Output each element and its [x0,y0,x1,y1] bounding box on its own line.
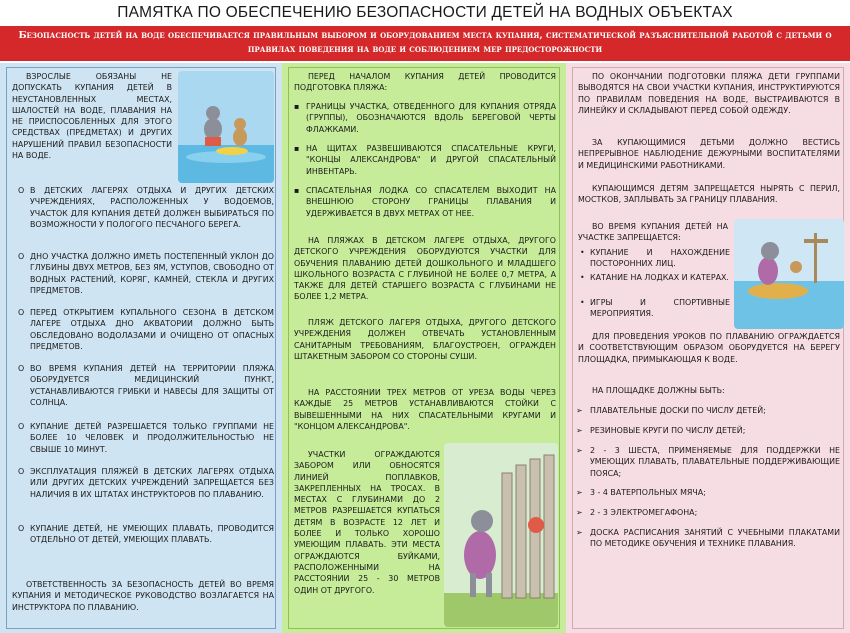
mid-bullet-3: ▪ СПАСАТЕЛЬНАЯ ЛОДКА СО СПАСАТЕЛЕМ ВЫХОДИТ НА ВНЕШНЮЮ СТОРОНУ ГРАНИЦЫ ПЛАВАНИЯ И УДЕРЖИВАЕТСЯ В ДВУХ МЕТРАХ ОТ НЕЕ. [306,185,556,219]
right-paragraph-5: ДЛЯ ПРОВЕДЕНИЯ УРОКОВ ПО ПЛАВАНИЮ ОГРАЖДАЕТСЯ И СООТВЕТСТВУЮЩИМ ОБРАЗОМ ОБОРУДУЕТСЯ НА БЕРЕГУ ПЛОЩАДКА, ПРИМЫКАЮЩАЯ К ВОДЕ. [578,332,840,364]
mid-paragraph-3: ПЛЯЖ ДЕТСКОГО ЛАГЕРЯ ОТДЫХА, ДРУГОГО ДЕТСКОГО УЧРЕЖДЕНИЯ ДОЛЖЕН ОТВЕЧАТЬ УСТАНОВЛЕННЫМ САНИТАРНЫМ ТРЕБОВАНИЯМ, БЛАГОУСТРОЕН, ОГРАЖДЕН ШТАКЕТНЫМ ЗАБОРОМ СО СТОРОНЫ СУШИ. [294,318,556,361]
left-item-3: O ПЕРЕД ОТКРЫТИЕМ КУПАЛЬНОГО СЕЗОНА В ДЕТСКОМ ЛАГЕРЕ ОТДЫХА ДНО АКВАТОРИИ ДОЛЖНО БЫТЬ ОБСЛЕДОВАНО ВОДОЛАЗАМИ И ОЧИЩЕНО ОТ ОПАСНЫХ ПРЕДМЕТОВ. [30,307,274,352]
left-item-7: O КУПАНИЕ ДЕТЕЙ, НЕ УМЕЮЩИХ ПЛАВАТЬ, ПРОВОДИТСЯ ОТДЕЛЬНО ОТ ДЕТЕЙ, УМЕЮЩИХ ПЛАВАТЬ. [30,523,274,546]
forbidden-item-2: • КАТАНИЕ НА ЛОДКАХ И КАТЕРАХ. [590,272,730,283]
right-column [566,63,850,633]
equipment-item-3: ➢ 2 - 3 ШЕСТА, ПРИМЕНЯЕМЫЕ ДЛЯ ПОДДЕРЖКИ НЕ УМЕЮЩИХ ПЛАВАТЬ, ПЛАВАТЕЛЬНЫЕ ПОДДЕРЖИВАЮЩИЕ ПОЯСА; [590,445,840,479]
mid-paragraph-5: УЧАСТКИ ОГРАЖДАЮТСЯ ЗАБОРОМ ИЛИ ОБНОСЯТСЯ ЛИНИЕЙ ПОПЛАВКОВ, ЗАКРЕПЛЕННЫХ НА ТРОСАХ. В МЕСТАХ С ГЛУБИНАМИ ДО 2 МЕТРОВ РАЗРЕШАЕТСЯ КУПАТЬСЯ ДЕТЯМ В ВОЗРАСТЕ 12 ЛЕТ И БОЛЕЕ И ТОЛЬКО ХОРОШО УМЕЮЩИМ ПЛАВАТЬ. ЭТИ МЕСТА ОГРАЖДАЮТСЯ БУЙКАМИ, РАСПОЛОЖЕННЫМИ НА РАССТОЯНИИ 25 - 30 МЕТРОВ ОДИН ОТ ДРУГОГО. [294,450,440,595]
forbidden-item-3: • ИГРЫ И СПОРТИВНЫЕ МЕРОПРИЯТИЯ. [590,297,730,320]
left-item-4: O ВО ВРЕМЯ КУПАНИЯ ДЕТЕЙ НА ТЕРРИТОРИИ ПЛЯЖА ОБОРУДУЕТСЯ МЕДИЦИНСКИЙ ПУНКТ, УСТАНАВЛИВАЮТСЯ ГРИБКИ И НАВЕСЫ ДЛЯ ЗАЩИТЫ ОТ СОЛНЦА. [30,363,274,408]
forbidden-item-1: • КУПАНИЕ И НАХОЖДЕНИЕ ПОСТОРОННИХ ЛИЦ. [590,247,730,270]
equipment-item-4: ➢ 3 - 4 ВАТЕРПОЛЬНЫХ МЯЧА; [590,487,840,498]
wolf-swimming-image [178,71,274,183]
equipment-item-2: ➢ РЕЗИНОВЫЕ КРУГИ ПО ЧИСЛУ ДЕТЕЙ; [590,425,840,436]
right-paragraph-3: КУПАЮЩИМСЯ ДЕТЯМ ЗАПРЕЩАЕТСЯ НЫРЯТЬ С ПЕРИЛ, МОСТКОВ, ЗАПЛЫВАТЬ ЗА ГРАНИЦУ ПЛАВАНИЯ. [578,184,840,205]
left-column [0,63,282,633]
intro-banner: Безопасность детей на воде обеспечивается правильным выбором и оборудованием места купания, систематической разъяснительной работой с детьми о правилах поведения на воде и соблюдением мер предосторожности [0,26,850,61]
right-equipment-heading: НА ПЛОЩАДКЕ ДОЛЖНЫ БЫТЬ: [592,386,725,395]
mid-paragraph-2: НА ПЛЯЖАХ В ДЕТСКОМ ЛАГЕРЕ ОТДЫХА, ДРУГОГО ДЕТСКОГО УЧРЕЖДЕНИЯ ОБОРУДУЮТСЯ УЧАСТКИ ДЛЯ ОБУЧЕНИЯ ПЛАВАНИЮ ДЕТЕЙ ДОШКОЛЬНОГО И МЛАДШЕГО ШКОЛЬНОГО ВОЗРАСТА С ГЛУБИНОЙ НЕ БОЛЕЕ 0,7 МЕТРА, А ТАКЖЕ ДЛЯ ДЕТЕЙ СТАРШЕГО ВОЗРАСТА С ГЛУБИНАМИ НЕ БОЛЕЕ 1,2 МЕТРА. [294,236,556,302]
equipment-item-6: ➢ ДОСКА РАСПИСАНИЯ ЗАНЯТИЙ С УЧЕБНЫМИ ПЛАКАТАМИ ПО МЕТОДИКЕ ОБУЧЕНИЯ И ТЕХНИКЕ ПЛАВАНИЯ. [590,527,840,550]
mid-intro: ПЕРЕД НАЧАЛОМ КУПАНИЯ ДЕТЕЙ ПРОВОДИТСЯ ПОДГОТОВКА ПЛЯЖА: [294,72,556,93]
mid-bullet-2: ▪ НА ЩИТАХ РАЗВЕШИВАЮТСЯ СПАСАТЕЛЬНЫЕ КРУГИ, "КОНЦЫ АЛЕКСАНДРОВА" И ДРУГОЙ СПАСАТЕЛЬНЫЙ ИНВЕНТАРЬ. [306,143,556,177]
middle-column [282,63,566,633]
left-footer: ОТВЕТСТВЕННОСТЬ ЗА БЕЗОПАСНОСТЬ ДЕТЕЙ ВО ВРЕМЯ КУПАНИЯ И МЕТОДИЧЕСКОЕ РУКОВОДСТВО ВОЗЛАГАЕТСЯ НА ИНСТРУКТОРА ПО ПЛАВАНИЮ. [12,580,274,612]
mid-bullet-1: ▪ ГРАНИЦЫ УЧАСТКА, ОТВЕДЕННОГО ДЛЯ КУПАНИЯ ОТРЯДА (ГРУППЫ), ОБОЗНАЧАЮТСЯ ВДОЛЬ БЕРЕГОВОЙ ЧЕРТЫ ФЛАЖКАМИ. [306,101,556,135]
wolf-fence-image [444,443,558,627]
equipment-item-1: ➢ ПЛАВАТЕЛЬНЫЕ ДОСКИ ПО ЧИСЛУ ДЕТЕЙ; [590,405,840,416]
left-item-5: O КУПАНИЕ ДЕТЕЙ РАЗРЕШАЕТСЯ ТОЛЬКО ГРУППАМИ НЕ БОЛЕЕ 10 ЧЕЛОВЕК И ПРОДОЛЖИТЕЛЬНОСТЬЮ НЕ СВЫШЕ 10 МИНУТ. [30,421,274,455]
left-item-1: O В ДЕТСКИХ ЛАГЕРЯХ ОТДЫХА И ДРУГИХ ДЕТСКИХ УЧРЕЖДЕНИЯХ, РАСПОЛОЖЕННЫХ У ВОДОЕМОВ, УЧАСТОК ДЛЯ КУПАНИЯ ДЕТЕЙ ДОЛЖЕН ВЫБИРАТЬСЯ ПО ВОЗМОЖНОСТИ У ПОЛОГОГО ПЕСЧАНОГО БЕРЕГА. [30,185,274,230]
left-item-2: O ДНО УЧАСТКА ДОЛЖНО ИМЕТЬ ПОСТЕПЕННЫЙ УКЛОН ДО ГЛУБИНЫ ДВУХ МЕТРОВ, БЕЗ ЯМ, УСТУПОВ, СВОБОДНО ОТ ВОДНЫХ РАСТЕНИЙ, КОРЯГ, КАМНЕЙ, СТЕКЛА И ДРУГИХ ПРЕДМЕТОВ. [30,251,274,296]
equipment-item-5: ➢ 2 - 3 ЭЛЕКТРОМЕГАФОНА; [590,507,840,518]
right-forbidden-heading: ВО ВРЕМЯ КУПАНИЯ ДЕТЕЙ НА УЧАСТКЕ ЗАПРЕЩАЕТСЯ: [578,222,728,243]
left-item-6: O ЭКСПЛУАТАЦИЯ ПЛЯЖЕЙ В ДЕТСКИХ ЛАГЕРЯХ ОТДЫХА ИЛИ ДРУГИХ ДЕТСКИХ УЧРЕЖДЕНИЙ ЗАПРЕЩАЕТСЯ БЕЗ НАЛИЧИЯ В ИХ ШТАТАХ ИНСТРУКТОРОВ ПО ПЛАВАНИЮ. [30,466,274,500]
left-intro: ВЗРОСЛЫЕ ОБЯЗАНЫ НЕ ДОПУСКАТЬ КУПАНИЯ ДЕТЕЙ В НЕУСТАНОВЛЕННЫХ МЕСТАХ, ШАЛОСТЕЙ НА ВОДЕ, ПЛАВАНИЯ НА НЕ ПРИСПОСОБЛЕННЫХ ДЛЯ ЭТОГО СРЕДСТВАХ (ПРЕДМЕТАХ) И ДРУГИХ НАРУШЕНИЙ ПРАВИЛ БЕЗОПАСНОСТИ НА ВОДЕ. [12,72,172,161]
right-paragraph-2: ЗА КУПАЮЩИМИСЯ ДЕТЬМИ ДОЛЖНО ВЕСТИСЬ НЕПРЕРЫВНОЕ НАБЛЮДЕНИЕ ДЕЖУРНЫМИ ВОСПИТАТЕЛЯМИ И МЕДИЦИНСКИМИ РАБОТНИКАМИ. [578,138,840,170]
wolf-hare-boat-image [734,219,844,329]
right-paragraph-1: ПО ОКОНЧАНИИ ПОДГОТОВКИ ПЛЯЖА ДЕТИ ГРУППАМИ ВЫВОДЯТСЯ НА СВОИ УЧАСТКИ КУПАНИЯ, ИНСТРУКТИРУЮТСЯ ПО ПРАВИЛАМ ПОВЕДЕНИЯ НА ВОДЕ, ВЫСТРАИВАЮТСЯ В ЛИНЕЙКУ И СКЛАДЫВАЮТ ПЕРЕД СОБОЙ ОДЕЖДУ. [578,72,840,115]
page-title: ПАМЯТКА ПО ОБЕСПЕЧЕНИЮ БЕЗОПАСНОСТИ ДЕТЕЙ НА ВОДНЫХ ОБЪЕКТАХ [117,4,733,21]
mid-paragraph-4: НА РАССТОЯНИИ ТРЕХ МЕТРОВ ОТ УРЕЗА ВОДЫ ЧЕРЕЗ КАЖДЫЕ 25 МЕТРОВ УСТАНАВЛИВАЮТСЯ СТОЙКИ С ВЫВЕШЕННЫМИ НА НИХ СПАСАТЕЛЬНЫМИ КРУГАМИ И "КОНЦОМ АЛЕКСАНДРОВА". [294,388,556,431]
